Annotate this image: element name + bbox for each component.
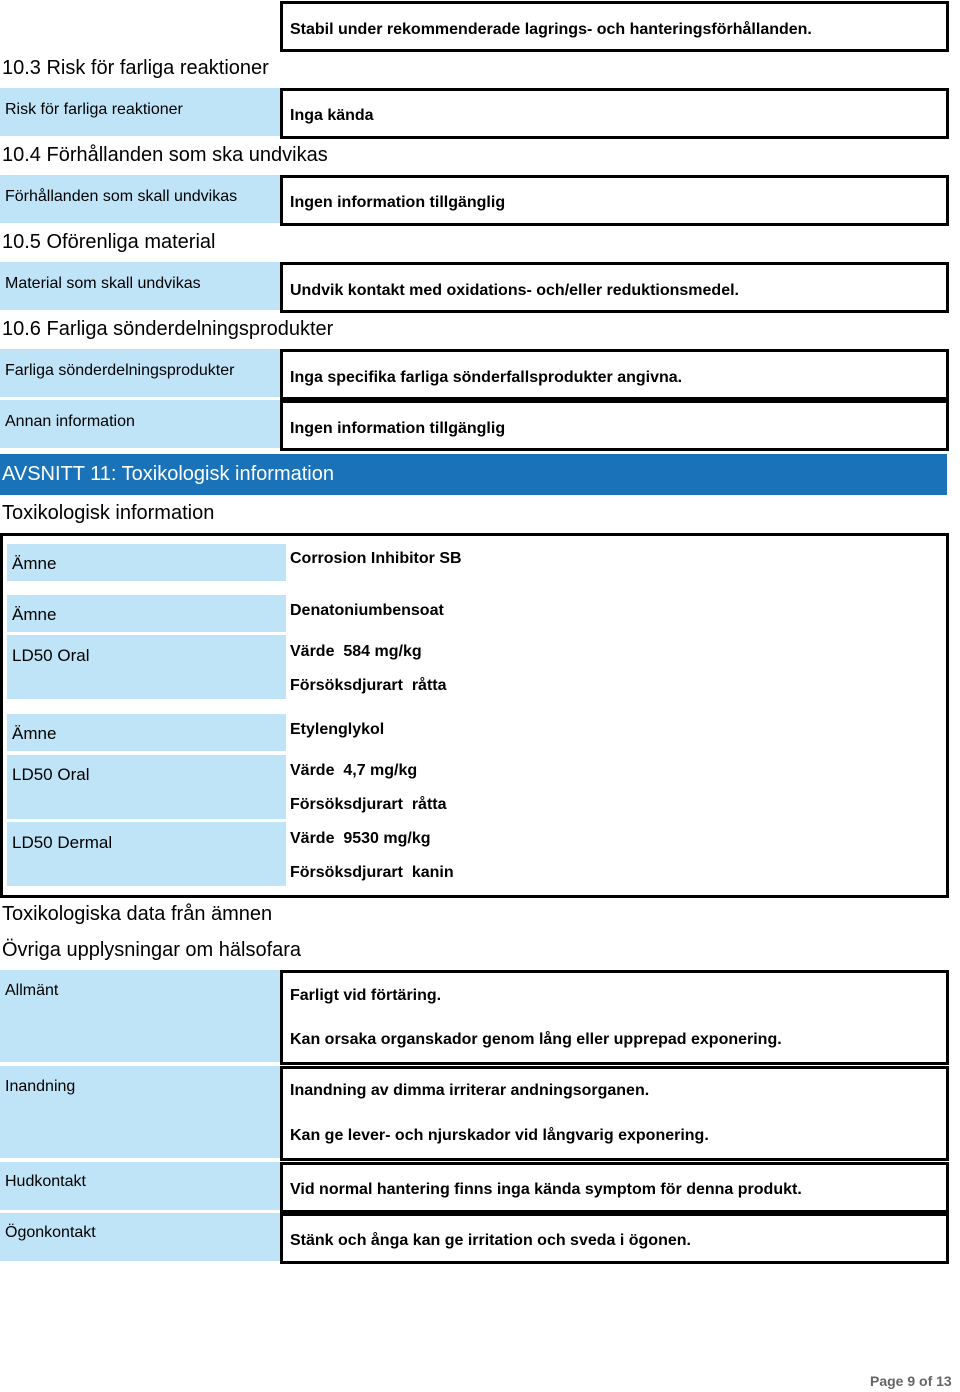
test-species: kanin	[411, 864, 454, 881]
label-conditions-to-avoid: Förhållanden som skall undvikas	[0, 175, 280, 223]
label-decomposition-products: Farliga sönderdelningsprodukter	[0, 349, 280, 397]
label-substance: Ämne	[7, 714, 286, 751]
test-value: 4,7 mg/kg	[343, 762, 418, 779]
label-incompatible-materials: Material som skall undvikas	[0, 262, 280, 310]
label-skin-contact: Hudkontakt	[0, 1162, 280, 1210]
tox-data-heading: Toxikologiska data från ämnen	[2, 903, 273, 925]
value-eye-contact: Stänk och ånga kan ge irritation och sveda i ögonen.	[280, 1213, 949, 1264]
toxicology-subheading: Toxikologisk information	[2, 502, 215, 524]
general-value-2: Kan orsaka organskador genom lång eller upprepad exponering.	[290, 1031, 782, 1048]
heading-10-6: 10.6 Farliga sönderdelningsprodukter	[2, 318, 334, 340]
species-word: Försöksdjurart	[290, 796, 403, 813]
general-value-1: Farligt vid förtäring.	[290, 987, 442, 1004]
label-ld50-oral: LD50 Oral	[7, 635, 286, 699]
value-skin-contact: Vid normal hantering finns inga kända symptom för denna produkt.	[280, 1162, 949, 1213]
value-word: Värde	[290, 830, 335, 847]
label-inhalation: Inandning	[0, 1066, 280, 1158]
value-row	[290, 830, 431, 848]
test-value: 9530 mg/kg	[343, 830, 431, 847]
inhalation-value-box	[280, 1066, 949, 1161]
inhalation-value-2: Kan ge lever- och njurskador vid långvarig exponering.	[290, 1127, 709, 1144]
heading-10-4: 10.4 Förhållanden som ska undvikas	[2, 144, 328, 166]
species-row	[290, 677, 447, 695]
stability-value: Stabil under rekommenderade lagrings- och hanteringsförhållanden.	[280, 1, 949, 52]
value-decomposition-products: Inga specifika farliga sönderfallsprodukter angivna.	[280, 349, 949, 400]
value-conditions-to-avoid: Ingen information tillgänglig	[280, 175, 949, 226]
test-species: råtta	[411, 796, 447, 813]
value-row	[290, 762, 417, 780]
section-11-banner: AVSNITT 11: Toxikologisk information	[0, 454, 947, 495]
value-word: Värde	[290, 643, 335, 660]
species-row	[290, 796, 447, 814]
value-incompatible-materials: Undvik kontakt med oxidations- och/eller reduktionsmedel.	[280, 262, 949, 313]
inhalation-value-1: Inandning av dimma irriterar andningsorganen.	[290, 1082, 650, 1099]
label-other-information: Annan information	[0, 400, 280, 448]
page-number: Page 9 of 13	[870, 1373, 952, 1389]
species-word: Försöksdjurart	[290, 677, 403, 694]
health-heading: Övriga upplysningar om hälsofara	[2, 939, 302, 961]
value-row	[290, 643, 422, 661]
label-substance: Ämne	[7, 595, 286, 632]
species-row	[290, 864, 454, 882]
value-other-information: Ingen information tillgänglig	[280, 400, 949, 451]
heading-10-3: 10.3 Risk för farliga reaktioner	[2, 57, 269, 79]
substance-name: Etylenglykol	[290, 721, 385, 738]
species-word: Försöksdjurart	[290, 864, 403, 881]
test-species: råtta	[411, 677, 447, 694]
substance-name: Denatoniumbensoat	[290, 602, 444, 619]
label-eye-contact: Ögonkontakt	[0, 1213, 280, 1261]
test-value: 584 mg/kg	[343, 643, 422, 660]
label-ld50-oral: LD50 Oral	[7, 755, 286, 819]
value-hazardous-reactions: Inga kända	[280, 88, 949, 139]
label-general: Allmänt	[0, 970, 280, 1062]
general-value-box	[280, 970, 949, 1065]
product-name: Corrosion Inhibitor SB	[290, 550, 462, 567]
label-substance: Ämne	[7, 544, 286, 581]
value-word: Värde	[290, 762, 335, 779]
heading-10-5: 10.5 Oförenliga material	[2, 231, 216, 253]
label-hazardous-reactions: Risk för farliga reaktioner	[0, 88, 280, 136]
label-ld50-dermal: LD50 Dermal	[7, 822, 286, 886]
